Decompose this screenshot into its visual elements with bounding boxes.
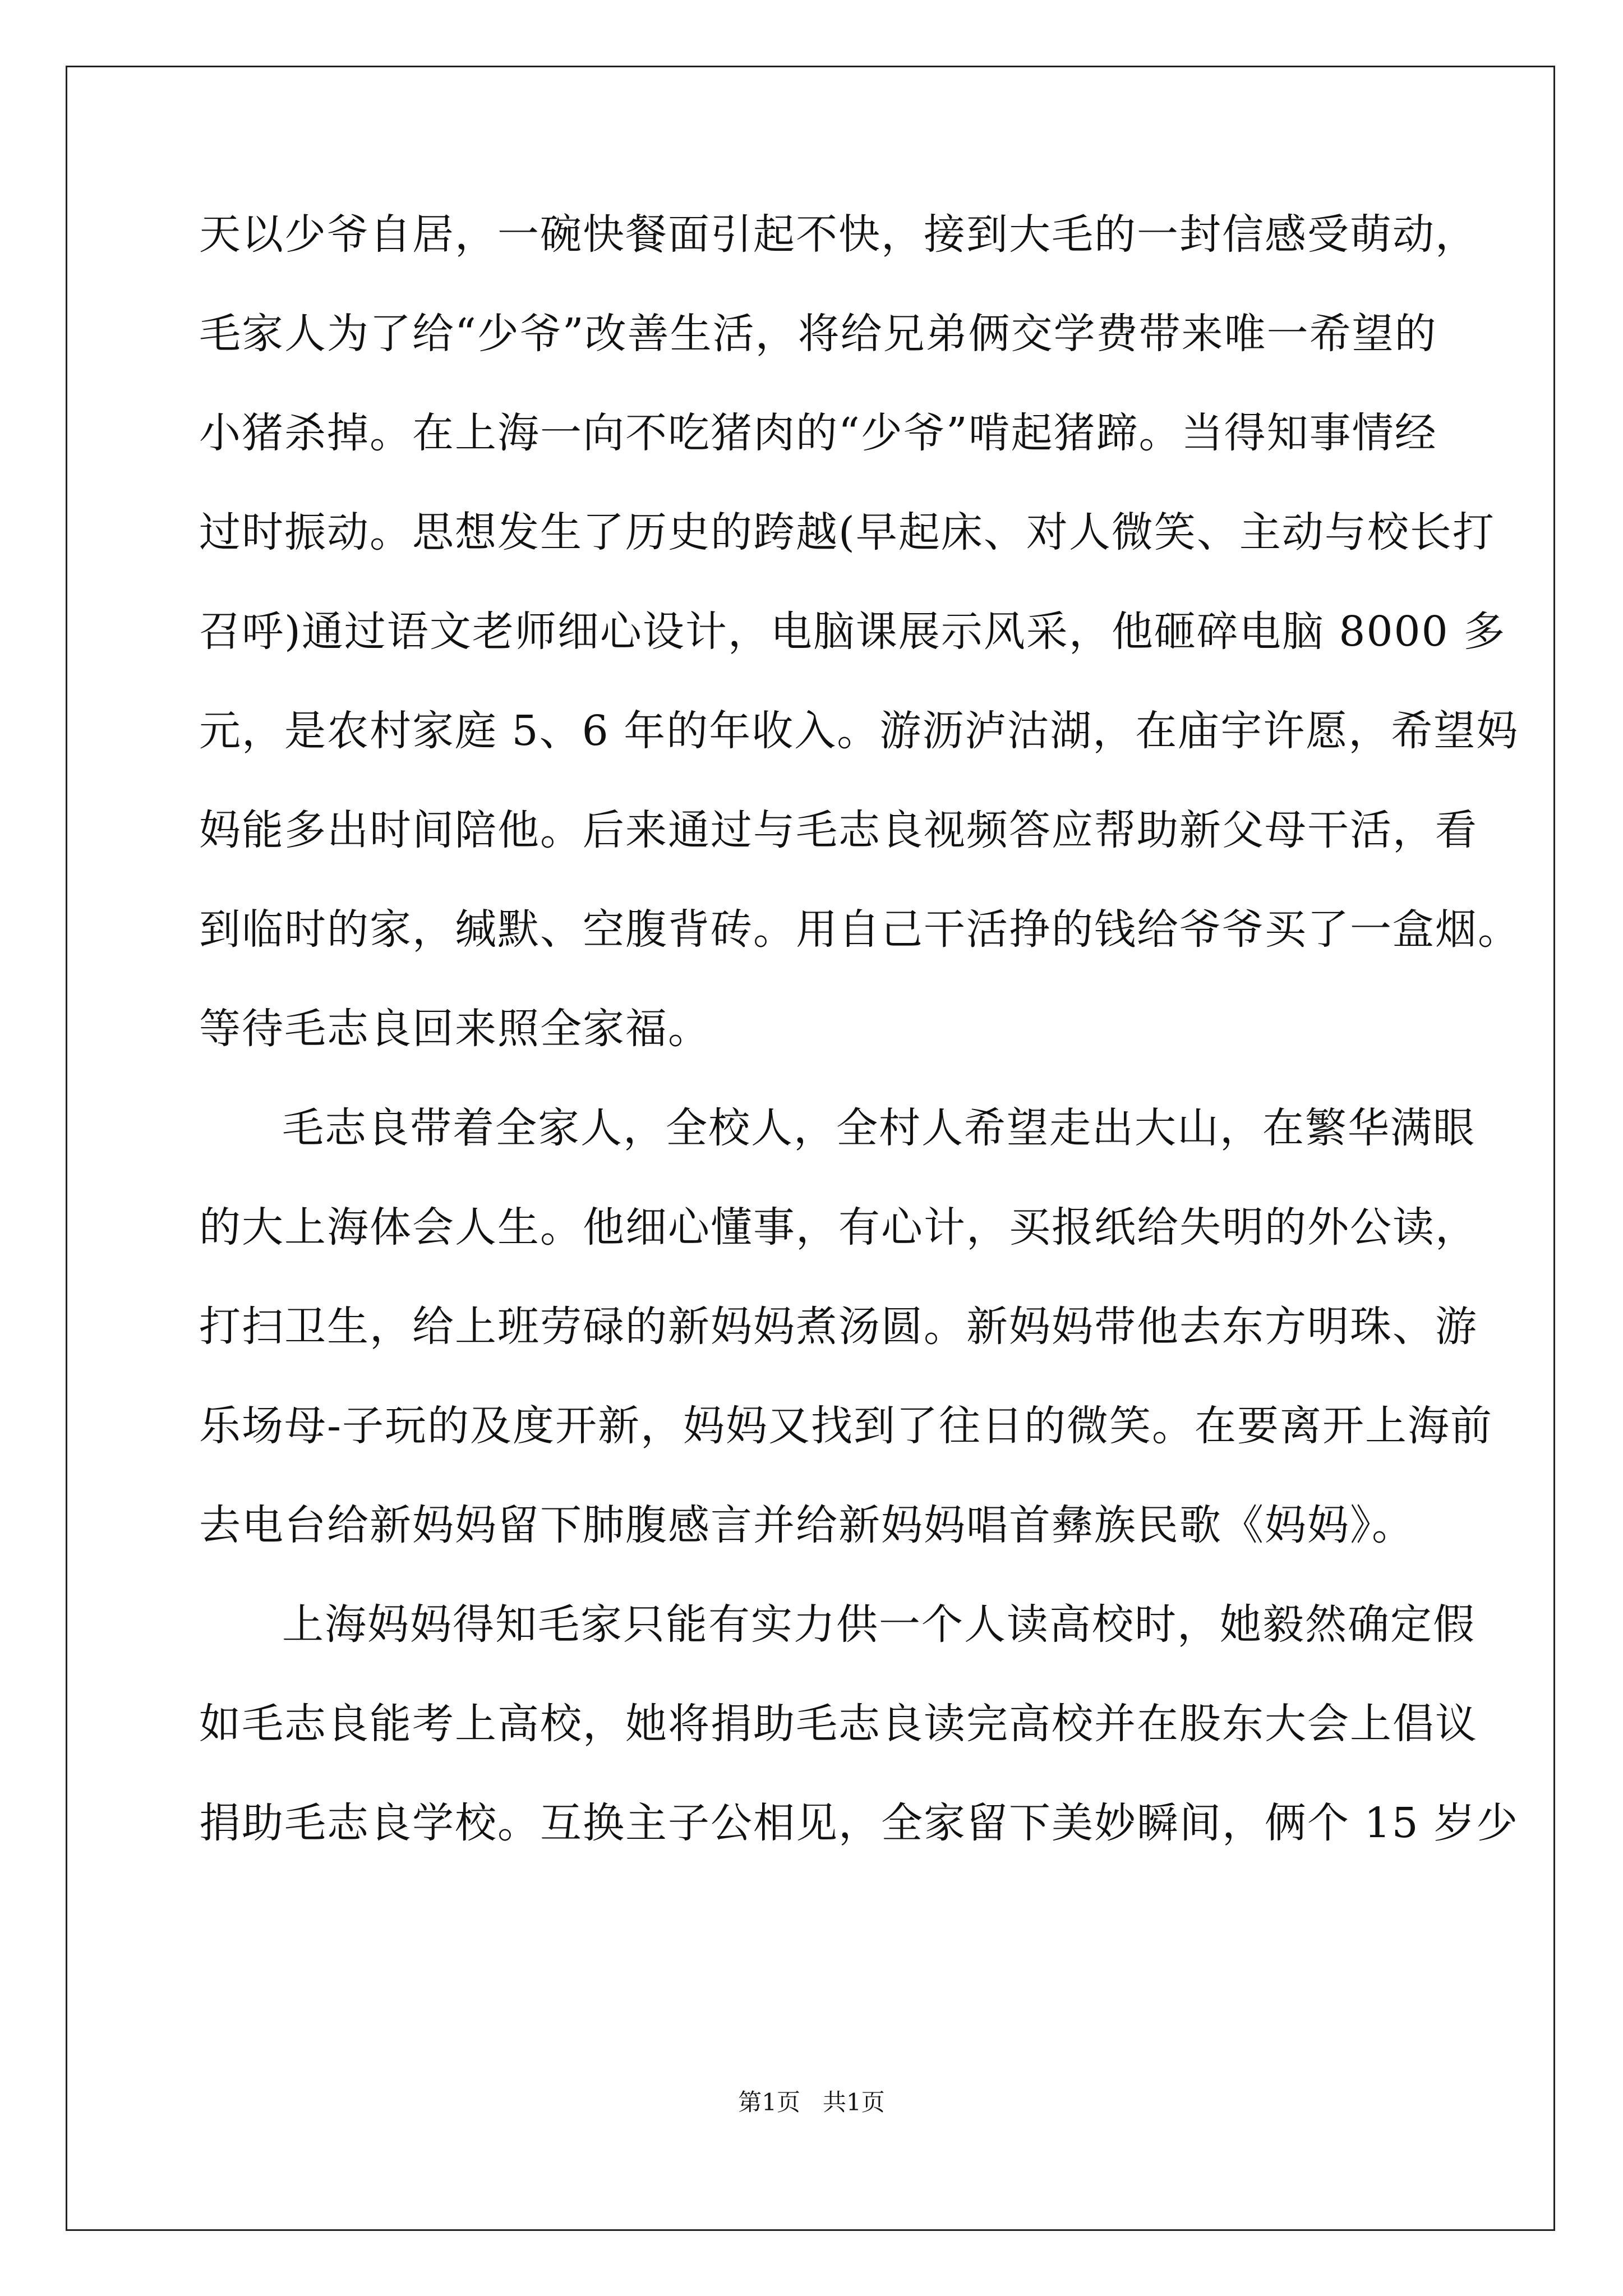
document-body: [199, 185, 1520, 1873]
paragraph-start-line: 上海妈妈得知毛家只能有实力供一个人读高校时，她毅然确定假: [282, 1600, 1476, 1649]
text-line: 捐助毛志良学校。互换主子公相见，全家留下美妙瞬间，俩个 15 岁少: [199, 1799, 1519, 1847]
text-line: 天以少爷自居，一碗快餐面引起不快，接到大毛的一封信感受萌动，: [199, 210, 1478, 259]
text-line: 如毛志良能考上高校，她将捐助毛志良读完高校并在股东大会上倡议: [199, 1700, 1478, 1748]
text-line: 元，是农村家庭 5、6 年的年收入。游沥泸沽湖，在庙宇许愿，希望妈: [199, 707, 1519, 755]
page-footer: 第1页 共1页: [738, 2088, 885, 2116]
text-line: 过时振动。思想发生了历史的跨越(早起床、对人微笑、主动与校长打: [199, 508, 1495, 556]
text-line: 去电台给新妈妈留下肺腹感言并给新妈妈唱首彝族民歌《妈妈》。: [199, 1501, 1414, 1549]
text-line: 召呼)通过语文老师细心设计，电脑课展示风采，他砸碎电脑 8000 多: [199, 608, 1506, 656]
text-line: 乐场母-子玩的及度开新，妈妈又找到了往日的微笑。在要离开上海前: [199, 1402, 1493, 1450]
text-line: 小猪杀掉。在上海一向不吃猪肉的“少爷”啃起猪蹄。当得知事情经: [199, 409, 1437, 457]
paragraph-start-line: 毛志良带着全家人，全校人，全村人希望走出大山，在繁华满眼: [282, 1104, 1476, 1152]
text-line: 到临时的家，缄默、空腹背砖。用自己干活挣的钱给爷爷买了一盒烟。: [199, 905, 1520, 954]
text-line: 打扫卫生，给上班劳碌的新妈妈煮汤圆。新妈妈带他去东方明珠、游: [199, 1303, 1478, 1351]
text-line: 的大上海体会人生。他细心懂事，有心计，买报纸给失明的外公读，: [199, 1203, 1478, 1251]
text-line: 毛家人为了给“少爷”改善生活，将给兄弟俩交学费带来唯一希望的: [199, 310, 1437, 358]
text-line: 妈能多出时间陪他。后来通过与毛志良视频答应帮助新父母干活，看: [199, 806, 1478, 854]
text-line: 等待毛志良回来照全家福。: [199, 1005, 711, 1053]
